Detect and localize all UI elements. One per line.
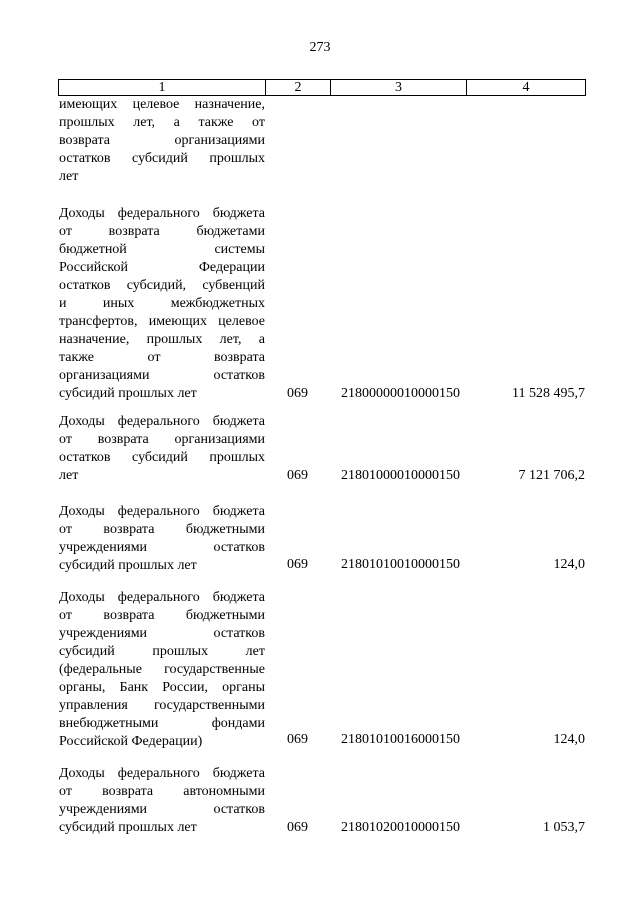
row-code: 069 — [287, 820, 308, 835]
text-line: трансфертов, имеющих целевое — [59, 314, 265, 329]
table-header — [58, 79, 586, 96]
row-code: 069 — [287, 468, 308, 483]
text-line: Доходы федерального бюджета — [59, 504, 265, 519]
text-line: имеющих целевое назначение, — [59, 97, 265, 112]
row-kbk: 21801010010000150 — [341, 557, 460, 572]
header-col-1: 1 — [59, 80, 266, 95]
text-line: от возврата автономными — [59, 784, 265, 799]
row-amount: 11 528 495,7 — [512, 386, 585, 401]
text-line: Российской Федерации) — [59, 734, 203, 749]
row-kbk: 21801000010000150 — [341, 468, 460, 483]
row-description — [59, 205, 265, 403]
row-description — [59, 765, 265, 837]
text-line: внебюджетными фондами — [59, 716, 265, 731]
text-line: возврата организациями — [59, 133, 265, 148]
text-line: и иных межбюджетных — [59, 296, 265, 311]
text-line: управления государственными — [59, 698, 265, 713]
row-amount: 124,0 — [553, 557, 585, 572]
row-description — [59, 413, 265, 485]
page-number: 273 — [309, 40, 331, 55]
text-line: субсидий прошлых лет — [59, 386, 197, 401]
row-amount: 124,0 — [553, 732, 585, 747]
text-line: от возврата бюджетами — [59, 224, 265, 239]
header-col-2: 2 — [266, 80, 331, 95]
text-line: также от возврата — [59, 350, 265, 365]
text-line: Доходы федерального бюджета — [59, 414, 265, 429]
text-line: назначение, прошлых лет, а — [59, 332, 265, 347]
text-line: от возврата организациями — [59, 432, 265, 447]
text-line: прошлых лет, а также от — [59, 115, 265, 130]
text-line: лет — [59, 468, 79, 483]
row-code: 069 — [287, 386, 308, 401]
row-code: 069 — [287, 557, 308, 572]
row-kbk: 21800000010000150 — [341, 386, 460, 401]
text-line: (федеральные государственные — [59, 662, 265, 677]
row-amount: 7 121 706,2 — [518, 468, 585, 483]
row-kbk: 21801020010000150 — [341, 820, 460, 835]
text-line: Доходы федерального бюджета — [59, 766, 265, 781]
text-line: остатков субсидий прошлых — [59, 450, 265, 465]
text-line: учреждениями остатков — [59, 626, 265, 641]
text-line: субсидий прошлых лет — [59, 558, 197, 573]
text-line: Российской Федерации — [59, 260, 265, 275]
text-line: органы, Банк России, органы — [59, 680, 265, 695]
header-col-3: 3 — [331, 80, 467, 95]
text-line: организациями остатков — [59, 368, 265, 383]
row-amount: 1 053,7 — [543, 820, 585, 835]
text-line: учреждениями остатков — [59, 802, 265, 817]
text-line: остатков субсидий, субвенций — [59, 278, 265, 293]
text-line: Доходы федерального бюджета — [59, 590, 265, 605]
text-line: бюджетной системы — [59, 242, 265, 257]
row-description — [59, 503, 265, 575]
continuation-text — [59, 96, 265, 186]
text-line: лет — [59, 169, 79, 184]
text-line: остатков субсидий прошлых — [59, 151, 265, 166]
text-line: субсидий прошлых лет — [59, 820, 197, 835]
row-description — [59, 589, 265, 751]
text-line: субсидий прошлых лет — [59, 644, 265, 659]
row-kbk: 21801010016000150 — [341, 732, 460, 747]
text-line: Доходы федерального бюджета — [59, 206, 265, 221]
text-line: учреждениями остатков — [59, 540, 265, 555]
row-code: 069 — [287, 732, 308, 747]
text-line: от возврата бюджетными — [59, 608, 265, 623]
header-col-4: 4 — [522, 80, 530, 95]
text-line: от возврата бюджетными — [59, 522, 265, 537]
